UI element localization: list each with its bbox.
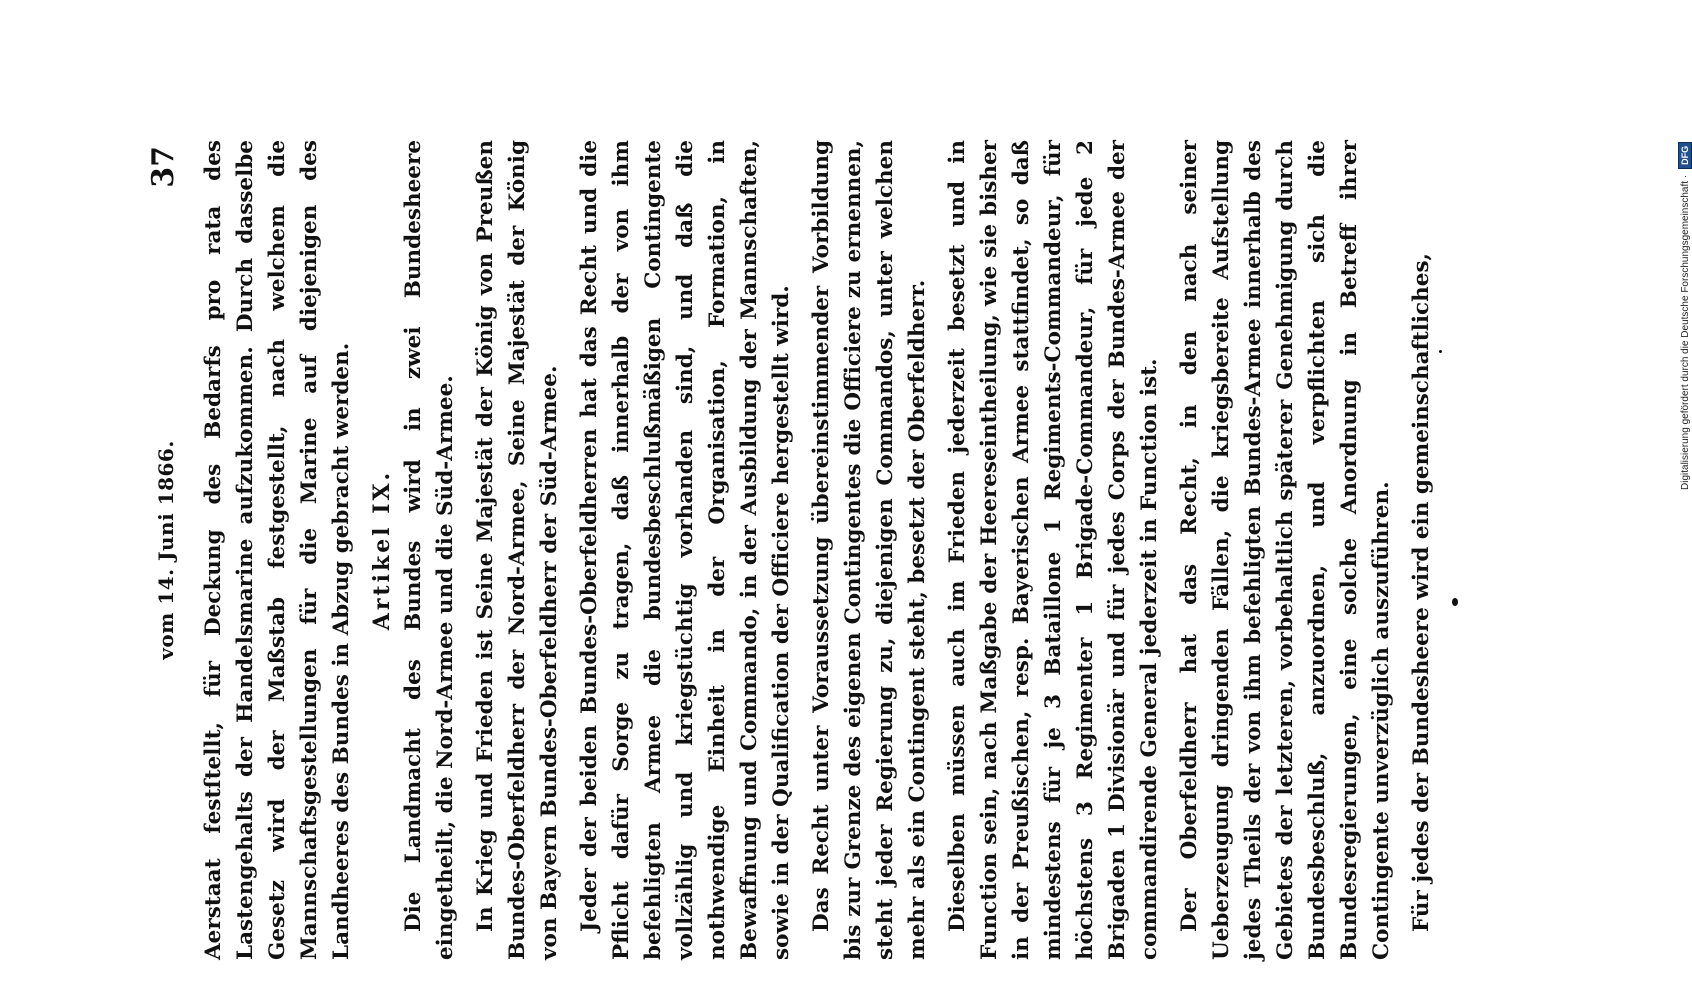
article-heading: Artikel IX. [369, 469, 395, 631]
scanned-page [146, 140, 1630, 960]
page-running-title: vom 14. Juni 1866. [154, 440, 178, 660]
paragraph-krieg-frieden: In Krieg und Frieden ist Seine Majestät der König von Preußen Bundes-Oberfeldherr der Nord-Armee, Seine Majestät der König von Bayern Bundes-Oberfeldherr der Süd-Armee. [473, 140, 562, 960]
dfg-logo-icon: DFG [1678, 142, 1692, 169]
paragraph-bundesheere: Für jedes der Bundesheere wird ein gemeinschaftliches, [1409, 252, 1434, 932]
page-body [198, 140, 1446, 960]
page-header [146, 140, 190, 960]
paragraph-landmacht: Die Landmacht des Bundes wird in zwei Bundesheere eingetheilt, die Nord-Armee und die Süd-Armee. [401, 140, 458, 960]
page-number: 37 [146, 146, 181, 188]
paragraph-oberfeldherren: Jeder der beiden Bundes-Oberfeldherren hat das Recht und die Pflicht dafür Sorge zu tragen, daß innerhalb der von ihm befehligten Armee die bundesbeschlußmäßigen Contingente vollzählig und kriegstüchtig vorhanden sind, und daß die nothwendige Einheit in der Organisation, Formation, in Bewaffnung und Commando, in der Ausbildung der Mannschaften, sowie in der Qualification der Officiere hergestellt wird. [577, 140, 794, 960]
paragraph-marine: Aerstaat festſtellt, für Deckung des Bedarfs pro rata des Lastengehalts der Handelsmarine aufzukommen. Durch dasselbe Gesetz wird der Maßstab festgestellt, nach welchem die Mannschaftsgestellungen für die Marine auf diejenigen des Landheeres des Bundes in Abzug gebracht werden. [201, 140, 354, 960]
paragraph-oberfeldherr-recht: Der Oberfeldherr hat das Recht, in den nach seiner Ueberzeugung dringenden Fällen, die kriegsbereite Aufstellung jedes Theils der von ihm befehligten Bundes-Armee innerhalb des Gebietes der letzteren, vorbehaltlich späterer Genehmigung durch Bundesbeschluß, anzuordnen, und verpflichten sich die Bundesregierungen, eine solche Anordnung in Betreff ihrer Contingente unverzüglich auszuführen. [1177, 140, 1394, 960]
paragraph-officiere: Das Recht unter Voraussetzung übereinstimmender Vorbildung bis zur Grenze des eigenen Contingentes die Officiere zu ernennen, steht jeder Regierung zu, diejenigen Commandos, unter welchen mehr als ein Contingent steht, besetzt der Oberfeldherr. [809, 140, 930, 960]
scan-speck [1439, 350, 1442, 353]
paragraph-function: Dieselben müssen auch im Frieden jederzeit besetzt und in Function sein, nach Maßgabe der Heereseintheilung, wie sie bisher in der Preußischen, resp. Bayerischen Armee stattfindet, so daß mindestens für je 3 Bataillone 1 Regiments-Commandeur, für höchstens 3 Regimenter 1 Brigade-Commandeur, für jede 2 Brigaden 1 Divisionär und für jedes Corps der Bundes-Armee der commandirende General jederzeit in Function ist. [945, 140, 1162, 960]
scan-speck [1452, 598, 1458, 606]
watermark-text: Digitalisierung gefördert durch die Deutsche Forschungsgemeinschaft · [1679, 174, 1691, 490]
